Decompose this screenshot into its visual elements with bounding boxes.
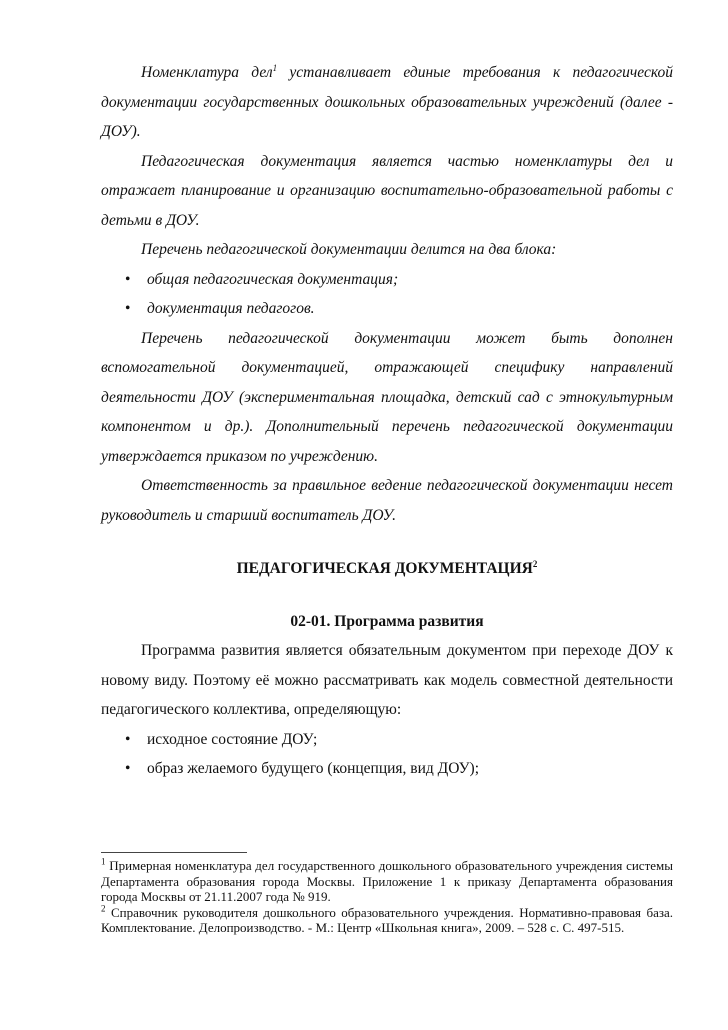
bullet-icon: • <box>125 300 131 317</box>
footnote-1: $^1$ Примерная номенклатура дел государственного дошкольного образовательного учреждения системы Департамента образования города Москвы. Приложение 1 к приказу Департамента образования города Москвы от 21.11.2007 года № 919. <box>101 856 673 905</box>
list-item: • образ желаемого будущего (концепция, вид ДОУ); <box>101 754 673 784</box>
list-item: • исходное состояние ДОУ; <box>101 725 673 755</box>
bullet-icon: • <box>125 730 131 748</box>
footnote-divider <box>101 852 247 853</box>
paragraph-two-blocks: Перечень педагогической документации делится на два блока: <box>141 241 557 258</box>
section-heading: ПЕДАГОГИЧЕСКАЯ ДОКУМЕНТАЦИЯ$^2$ <box>236 558 538 577</box>
footnote-ref-1[interactable]: 1 <box>272 62 278 73</box>
blocks-list <box>101 265 673 324</box>
paragraph-pedagogical-doc: Педагогическая документация является частью номенклатуры дел и отражает планирование и организацию воспитательно-образовательной работы с детьми в ДОУ. <box>101 152 673 229</box>
paragraph-nomenclature: Номенклатура дел$^1$ устанавливает единые требования к педагогической документации государственных дошкольных образовательных учреждений (далее - ДОУ). <box>101 62 673 140</box>
paragraph-responsibility: Ответственность за правильное ведение педагогической документации несет руководитель и старший воспитатель ДОУ. <box>101 477 673 524</box>
bullet-icon: • <box>125 270 131 288</box>
defines-list <box>101 725 673 784</box>
subsection-heading: 02-01. Программа развития <box>290 612 484 630</box>
footnote-ref-2[interactable]: 2 <box>532 558 538 569</box>
list-item: • документация педагогов. <box>101 294 673 324</box>
footnote-2: $^2$ Справочник руководителя дошкольного образовательного учреждения. Нормативно-правовая база. Комплектование. Делопроизводство. - М.: Центр «Школьная книга», 2009. – 528 с. С. 497-515. <box>101 903 673 936</box>
bullet-icon: • <box>125 760 131 777</box>
list-item: • общая педагогическая документация; <box>101 265 673 295</box>
paragraph-development-program: Программа развития является обязательным документом при переходе ДОУ к новому виду. Поэтому её можно рассматривать как модель совместной деятельности педагогического коллектива, определяющую: <box>101 642 673 718</box>
paragraph-supplementary: Перечень педагогической документации может быть дополнен вспомогательной документацией, отражающей специфику направлений деятельности ДОУ (экспериментальная площадка, детский сад с этнокультурным компонентом и др.). Дополнительный перечень педагогической документации утверждается приказом по учреждению. <box>101 329 673 465</box>
footnotes <box>101 858 673 936</box>
